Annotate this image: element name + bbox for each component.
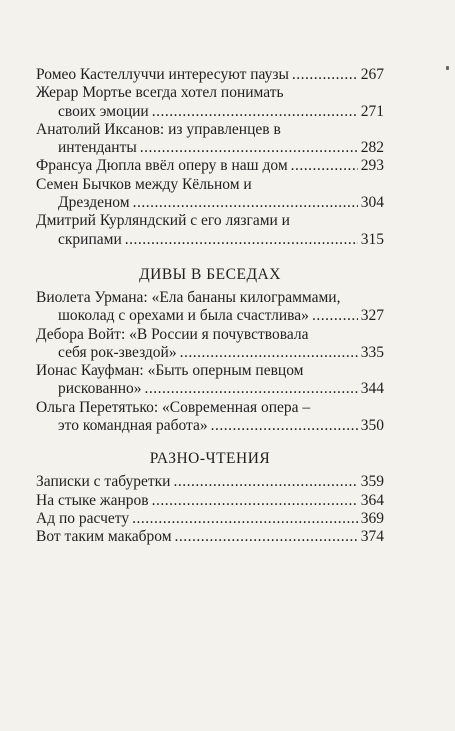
toc-entry-title: Ольга Перетятько: «Современная опера – (36, 398, 311, 416)
toc-page-number: 293 (360, 157, 384, 175)
toc-entry-title: своих эмоции (58, 102, 149, 120)
toc-entry-title: Записки с табуретки (36, 473, 171, 491)
dot-leader (152, 492, 358, 510)
toc-entry-title: интенданты (58, 139, 137, 157)
toc-entry-title: это командная работа» (58, 417, 208, 435)
dot-leader (211, 417, 358, 435)
section-title-readings: РАЗНО-ЧТЕНИЯ (149, 450, 271, 468)
toc-entry-line (36, 212, 384, 230)
toc-entry-title: Виолета Урмана: «Ела бананы килограммами, (36, 288, 341, 306)
toc-entry-title: Ромео Кастеллуччи интересуют паузы (36, 66, 289, 83)
toc-entry-line (36, 139, 384, 157)
toc-entry-line (36, 231, 384, 249)
dot-leader (133, 194, 358, 212)
toc-group-2 (36, 289, 384, 435)
toc-entry-title: Жерар Мортье всегда хотел понимать (36, 84, 284, 102)
page-mark (446, 66, 449, 70)
toc-entry-line (36, 194, 384, 212)
toc-entry-title: себя рок-звездой» (58, 343, 177, 361)
toc-entry (36, 176, 384, 213)
toc-entry-title: Дрезденом (58, 194, 130, 212)
dot-leader (140, 139, 358, 157)
toc-page-number: 335 (360, 343, 384, 361)
toc-entry-line (36, 399, 384, 417)
toc-group-3 (36, 473, 384, 546)
toc-entry-title: шоколад с орехами и была счастлива» (58, 307, 309, 325)
toc-entry-line (36, 157, 384, 175)
toc-entry-title: Анатолий Иксанов: из управленцев в (36, 120, 281, 138)
toc-entry-title: Франсуа Дюпла ввёл оперу в наш дом (36, 157, 288, 175)
toc-entry (36, 157, 384, 175)
toc-entry (36, 528, 384, 546)
toc-entry (36, 399, 384, 436)
section-title-divas: ДИВЫ В БЕСЕДАХ (139, 265, 281, 283)
toc-entry-title: Вот таким макабром (36, 528, 172, 546)
toc-entry-title: На стыке жанров (36, 491, 149, 509)
toc-entry-line (36, 103, 384, 121)
toc-entry (36, 326, 384, 363)
toc-entry-title: Дмитрий Курляндский с его лязгами и (36, 212, 290, 230)
toc-entry-title: Ад по расчету (36, 509, 130, 527)
toc-page-number: 327 (360, 307, 384, 325)
toc-page-number: 271 (360, 102, 384, 120)
dot-leader (291, 157, 358, 175)
toc-entry-line (36, 362, 384, 380)
toc-entry-line (36, 289, 384, 307)
toc-entry (36, 121, 384, 158)
toc-entry (36, 212, 384, 249)
toc-entry-line (36, 380, 384, 398)
toc-page-number: 369 (360, 509, 384, 527)
toc-entry (36, 66, 384, 84)
toc-page-number: 350 (360, 417, 384, 435)
toc-entry (36, 510, 384, 528)
dot-leader (175, 528, 358, 546)
toc-entry (36, 492, 384, 510)
toc-entry-line (36, 473, 384, 491)
toc-page-number: 315 (360, 230, 384, 248)
toc-entry (36, 84, 384, 121)
toc-entry-title: Дебора Войт: «В России я почувствовала (36, 325, 309, 343)
toc-entry-title: рискованно» (58, 380, 142, 398)
toc-page-number: 267 (360, 66, 384, 83)
toc-entry-line (36, 417, 384, 435)
dot-leader (292, 66, 358, 84)
toc-entry-title: Семен Бычков между Кёльном и (36, 175, 252, 193)
toc-page-number: 374 (360, 528, 384, 546)
table-of-contents (36, 66, 384, 547)
toc-entry-line (36, 121, 384, 139)
toc-page-number: 364 (360, 491, 384, 509)
dot-leader (180, 344, 358, 362)
toc-entry-title: Ионас Кауфман: «Быть оперным певцом (36, 362, 304, 380)
toc-entry-line (36, 326, 384, 344)
toc-entry-line (36, 84, 384, 102)
toc-entry-line (36, 492, 384, 510)
toc-page-number: 359 (360, 473, 384, 491)
toc-entry-line (36, 344, 384, 362)
toc-page-number: 282 (360, 139, 384, 157)
dot-leader (312, 307, 358, 325)
dot-leader (125, 231, 358, 249)
toc-page-number: 344 (360, 380, 384, 398)
toc-entry (36, 289, 384, 326)
toc-group-1 (36, 66, 384, 249)
toc-entry (36, 362, 384, 399)
toc-entry-line (36, 176, 384, 194)
toc-entry-title: скрипами (58, 230, 122, 248)
dot-leader (173, 473, 357, 491)
dot-leader (132, 510, 358, 528)
dot-leader (145, 380, 358, 398)
dot-leader (152, 103, 358, 121)
toc-page-number: 304 (360, 194, 384, 212)
toc-entry-line (36, 66, 384, 84)
toc-entry-line (36, 528, 384, 546)
toc-entry-line (36, 510, 384, 528)
toc-entry-line (36, 307, 384, 325)
toc-entry (36, 473, 384, 491)
